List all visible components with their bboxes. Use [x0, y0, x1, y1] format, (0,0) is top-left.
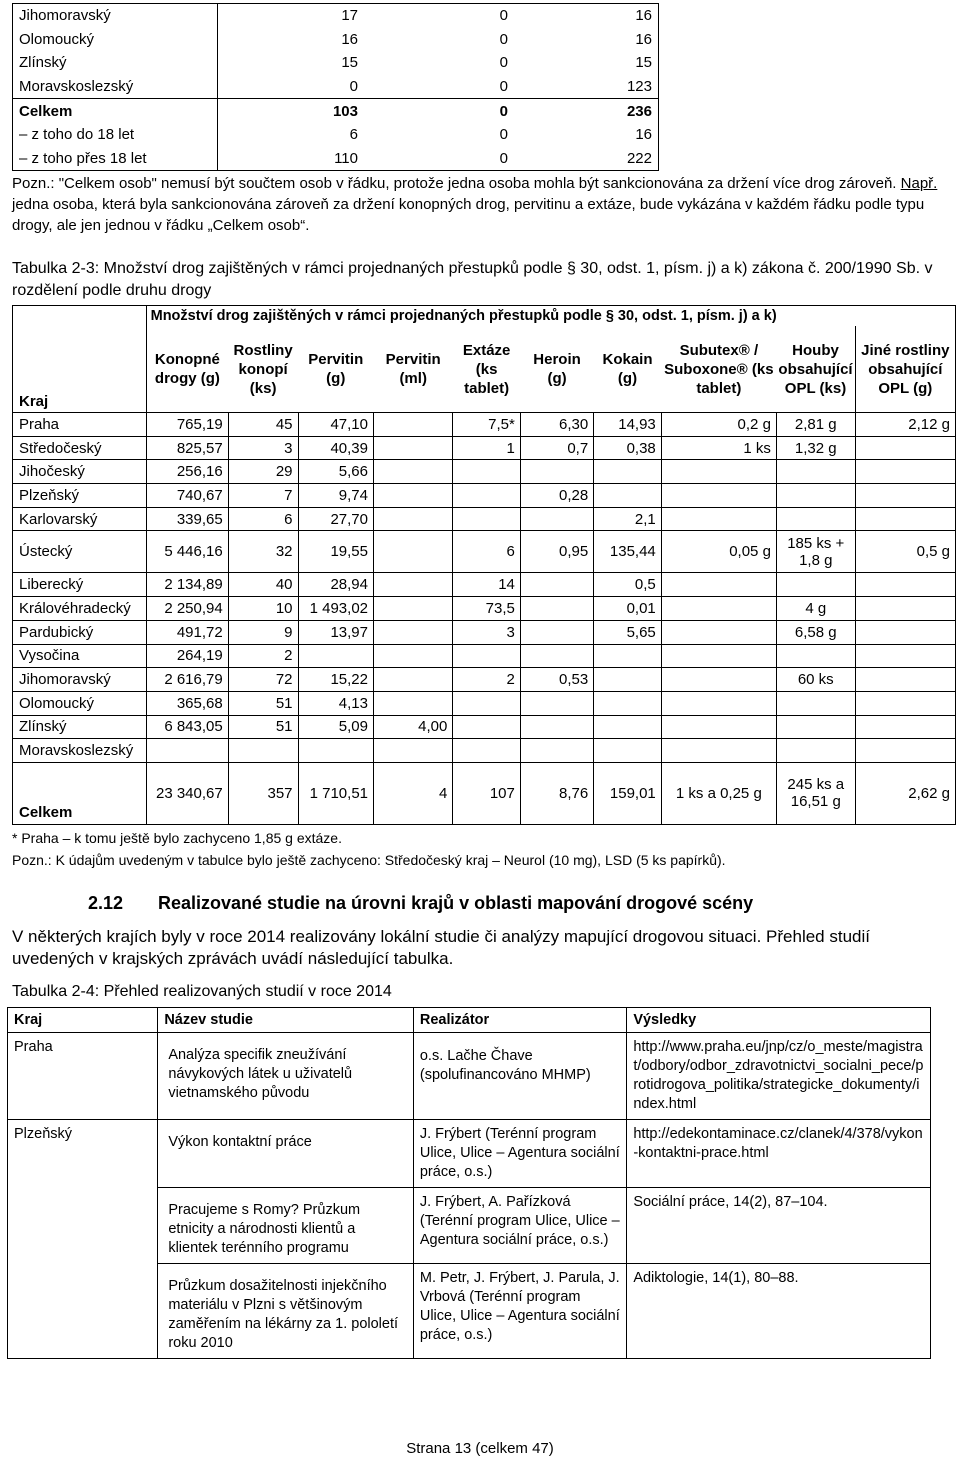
value-cell [776, 573, 855, 597]
value-cell [374, 644, 453, 668]
value-cell: 5 446,16 [146, 531, 228, 573]
studies-header-row [8, 1008, 931, 1033]
value-cell: 6 [349, 126, 358, 144]
value-cell: 0 [362, 4, 512, 28]
column-header: Pervitin (ml) [374, 326, 453, 413]
table-row [13, 597, 956, 621]
section-intro: V některých krajích byly v roce 2014 realizovány lokální studie či analýzy mapující drogovou situaci. Přehled studií uvedených v krajských zprávách uvádí následující tabulka. [12, 927, 870, 968]
table-row [13, 4, 659, 28]
value-cell [776, 484, 855, 508]
value-cell: 1 [453, 436, 521, 460]
value-cell: 0 [362, 99, 512, 123]
value-cell [594, 715, 662, 739]
study-realizator: J. Frýbert, A. Pařízková (Terénní program Ulice, Ulice – Agentura sociální práce, o.s.) [413, 1188, 626, 1264]
note-example-prefix: Např. [900, 175, 938, 192]
column-header: Název studie [158, 1008, 414, 1033]
value-cell [374, 739, 453, 763]
column-header: Rostliny konopí (ks) [228, 326, 298, 413]
value-cell: 10 [228, 597, 298, 621]
value-cell: 339,65 [146, 507, 228, 531]
study-results: Adiktologie, 14(1), 80–88. [627, 1264, 931, 1359]
column-header: Extáze (ks tablet) [453, 326, 521, 413]
value-cell: 6,58 g [776, 620, 855, 644]
region-name: Jihočeský [13, 460, 147, 484]
value-cell [146, 739, 228, 763]
value-cell: 2,81 g [776, 413, 855, 437]
value-cell: 47,10 [298, 413, 373, 437]
region-name: – z toho do 18 let [13, 123, 218, 147]
value-cell: 5,66 [298, 460, 373, 484]
value-cell [661, 460, 776, 484]
value-cell: 28,94 [298, 573, 373, 597]
study-row [8, 1120, 931, 1188]
value-cell [374, 460, 453, 484]
value-cell: 0,01 [594, 597, 662, 621]
kraj-header-label: Kraj [19, 393, 49, 410]
value-cell [520, 507, 593, 531]
value-cell [855, 668, 955, 692]
table-row [13, 436, 956, 460]
column-header-row [13, 326, 956, 413]
value-cell: 0,2 g [661, 413, 776, 437]
value-cell [855, 715, 955, 739]
value-cell: 17 [218, 4, 363, 28]
value-cell [520, 460, 593, 484]
study-name-text: Analýza specifik zneužívání návykových látek u uživatelů vietnamského původu [168, 1047, 353, 1101]
value-cell: 19,55 [298, 531, 373, 573]
value-cell: 0 [499, 78, 508, 96]
value-cell [374, 531, 453, 573]
value-cell: 0 [499, 126, 508, 144]
region-name: Královéhradecký [13, 597, 147, 621]
section-heading [88, 893, 753, 914]
value-cell: 365,68 [146, 691, 228, 715]
value-cell: 8,76 [520, 762, 593, 824]
value-cell [453, 484, 521, 508]
value-cell: 7 [228, 484, 298, 508]
region-name: Plzeňský [13, 484, 147, 508]
region-name: Olomoucký [13, 28, 218, 52]
value-cell [298, 739, 373, 763]
value-cell [661, 715, 776, 739]
study-realizator: o.s. Lačhe Čhave (spolufinancováno MHMP) [413, 1033, 626, 1120]
value-cell: 110 [218, 147, 363, 171]
value-cell: 135,44 [594, 531, 662, 573]
value-cell [855, 507, 955, 531]
value-cell: 491,72 [146, 620, 228, 644]
value-cell: 256,16 [146, 460, 228, 484]
table-2-3-note: Pozn.: K údajům uvedeným v tabulce bylo ještě zachyceno: Středočeský kraj – Neurol (10 mg), LSD (5 ks papírků). [12, 852, 726, 868]
value-cell: 2,1 [594, 507, 662, 531]
value-cell [374, 620, 453, 644]
value-cell [520, 715, 593, 739]
value-cell: 765,19 [146, 413, 228, 437]
column-header: Jiné rostliny obsahující OPL (g) [855, 326, 955, 413]
column-header: Konopné drogy (g) [146, 326, 228, 413]
value-cell: 1 493,02 [298, 597, 373, 621]
column-header: Výsledky [627, 1008, 931, 1033]
value-cell: 264,19 [146, 644, 228, 668]
value-cell: 16 [512, 123, 659, 147]
value-cell [374, 668, 453, 692]
study-results: http://www.praha.eu/jnp/cz/o_meste/magistrat/odbory/odbor_zdravotnictvi_socialni_pece/protidrogova_politika/strategicke_dokumenty/index.html [627, 1033, 931, 1120]
value-cell [594, 484, 662, 508]
studies-table [7, 1007, 931, 1359]
value-cell [228, 739, 298, 763]
table-row [13, 668, 956, 692]
value-cell: 27,70 [298, 507, 373, 531]
value-cell: 740,67 [146, 484, 228, 508]
section-number: 2.12 [88, 893, 124, 913]
value-cell: 3 [453, 620, 521, 644]
table-2-4-caption: Tabulka 2-4: Přehled realizovaných studií v roce 2014 [12, 983, 392, 1000]
value-cell [374, 573, 453, 597]
value-cell [661, 644, 776, 668]
value-cell [661, 620, 776, 644]
table-row [13, 413, 956, 437]
region-name: Liberecký [13, 573, 147, 597]
study-name [158, 1188, 414, 1264]
value-cell: 1 ks [661, 436, 776, 460]
value-cell: 236 [512, 99, 659, 123]
value-cell: 4,00 [374, 715, 453, 739]
region-name: Středočeský [13, 436, 147, 460]
value-cell: 5,65 [594, 620, 662, 644]
study-realizator: M. Petr, J. Frýbert, J. Parula, J. Vrbová (Terénní program Ulice, Ulice – Agentura sociální práce, o.s.) [413, 1264, 626, 1359]
region-name: Olomoucký [13, 691, 147, 715]
value-cell: 0,5 g [855, 531, 955, 573]
region-name: Zlínský [13, 51, 218, 75]
region-name: Celkem [13, 762, 147, 824]
table-row [13, 28, 659, 52]
table-row [13, 460, 956, 484]
value-cell: 40,39 [298, 436, 373, 460]
value-cell [776, 644, 855, 668]
region-name: Jihomoravský [13, 4, 218, 28]
value-cell: 13,97 [298, 620, 373, 644]
value-cell [776, 715, 855, 739]
value-cell: 0,5 [594, 573, 662, 597]
study-name [158, 1033, 414, 1120]
region-name: Praha [13, 413, 147, 437]
region-name: Ústecký [13, 531, 147, 573]
region-name: Plzeňský [8, 1120, 158, 1359]
table-row [13, 99, 659, 123]
value-cell: 0 [499, 54, 508, 72]
value-cell [855, 484, 955, 508]
region-name: Vysočina [13, 644, 147, 668]
value-cell: 0,05 g [661, 531, 776, 573]
value-cell [776, 691, 855, 715]
value-cell: 2,12 g [855, 413, 955, 437]
value-cell [776, 460, 855, 484]
value-cell: 6 [228, 507, 298, 531]
value-cell [520, 644, 593, 668]
value-cell: 4 g [776, 597, 855, 621]
value-cell: 60 ks [776, 668, 855, 692]
table-row [13, 147, 659, 171]
table-row [13, 573, 956, 597]
value-cell [298, 644, 373, 668]
table-row [13, 644, 956, 668]
regional-persons-table [12, 3, 659, 171]
study-name [158, 1120, 414, 1188]
value-cell: 4,13 [298, 691, 373, 715]
study-results: http://edekontaminace.cz/clanek/4/378/vykon-kontaktni-prace.html [627, 1120, 931, 1188]
value-cell: 159,01 [594, 762, 662, 824]
value-cell: 123 [512, 75, 659, 99]
value-cell: 0,38 [594, 436, 662, 460]
value-cell: 40 [228, 573, 298, 597]
value-cell: 2 616,79 [146, 668, 228, 692]
value-cell: 185 ks + 1,8 g [776, 531, 855, 573]
value-cell [594, 691, 662, 715]
value-cell [661, 668, 776, 692]
value-cell [661, 597, 776, 621]
value-cell [374, 413, 453, 437]
value-cell [661, 573, 776, 597]
study-results: Sociální práce, 14(2), 87–104. [627, 1188, 931, 1264]
value-cell [520, 620, 593, 644]
table-row [13, 484, 956, 508]
table-row [13, 715, 956, 739]
span-header-row [13, 306, 956, 327]
column-header: Heroin (g) [520, 326, 593, 413]
value-cell: 1,32 g [776, 436, 855, 460]
value-cell: 14 [453, 573, 521, 597]
value-cell: 73,5 [453, 597, 521, 621]
value-cell: 245 ks a 16,51 g [776, 762, 855, 824]
region-name: Jihomoravský [13, 668, 147, 692]
column-header: Realizátor [413, 1008, 626, 1033]
value-cell: 6 [453, 531, 521, 573]
value-cell: 6,30 [520, 413, 593, 437]
value-cell: 222 [512, 147, 659, 171]
study-row [8, 1033, 931, 1120]
region-name: Karlovarský [13, 507, 147, 531]
value-cell: 357 [228, 762, 298, 824]
value-cell: 0,7 [520, 436, 593, 460]
value-cell: 15 [512, 51, 659, 75]
study-name [158, 1264, 414, 1359]
table-row [13, 123, 659, 147]
value-cell: 15 [341, 54, 358, 72]
region-name: Moravskoslezský [13, 75, 218, 99]
value-cell [374, 436, 453, 460]
region-name: Moravskoslezský [13, 739, 147, 763]
value-cell: 16 [341, 30, 358, 48]
study-realizator: J. Frýbert (Terénní program Ulice, Ulice – Agentura sociální práce, o.s.) [413, 1120, 626, 1188]
value-cell: 72 [228, 668, 298, 692]
value-cell [855, 436, 955, 460]
value-cell: 5,09 [298, 715, 373, 739]
value-cell [453, 460, 521, 484]
region-name: Praha [8, 1033, 158, 1120]
value-cell: 45 [228, 413, 298, 437]
quantity-span-header: Množství drog zajištěných v rámci projednaných přestupků podle § 30, odst. 1, písm. j) a k) [146, 306, 955, 327]
value-cell [453, 739, 521, 763]
region-name: – z toho přes 18 let [13, 147, 218, 171]
table-2-3-caption: Tabulka 2-3: Množství drog zajištěných v rámci projednaných přestupků podle § 30, odst. 1, písm. j) a k) zákona č. 200/1990 Sb. v rozdělení podle druhu drogy [12, 260, 933, 299]
value-cell: 51 [228, 691, 298, 715]
region-name: Celkem [13, 99, 218, 123]
value-cell: 9 [228, 620, 298, 644]
value-cell [855, 644, 955, 668]
value-cell: 2 [453, 668, 521, 692]
value-cell [661, 484, 776, 508]
table-row [13, 739, 956, 763]
value-cell [661, 507, 776, 531]
value-cell [855, 460, 955, 484]
table-row [13, 620, 956, 644]
value-cell: 103 [218, 99, 363, 123]
value-cell [374, 691, 453, 715]
value-cell: 14,93 [594, 413, 662, 437]
value-cell: 0 [349, 78, 358, 96]
value-cell: 107 [453, 762, 521, 824]
study-name-text: Průzkum dosažitelnosti injekčního materiálu v Plzni s většinovým zaměřením na lékárny za 1. pololetí roku 2010 [168, 1278, 399, 1351]
value-cell [594, 460, 662, 484]
value-cell: 29 [228, 460, 298, 484]
value-cell: 0,53 [520, 668, 593, 692]
value-cell [453, 644, 521, 668]
drug-quantities-table [12, 305, 956, 825]
table-row [13, 51, 659, 75]
study-name-text: Výkon kontaktní práce [168, 1134, 312, 1150]
value-cell [374, 597, 453, 621]
column-header: Kraj [8, 1008, 158, 1033]
value-cell: 7,5* [453, 413, 521, 437]
table-row [13, 75, 659, 99]
study-name-text: Pracujeme s Romy? Průzkum etnicity a národnosti klientů a klientek terénního programu [168, 1202, 361, 1256]
kraj-header [13, 306, 147, 413]
value-cell [855, 573, 955, 597]
value-cell: 3 [228, 436, 298, 460]
region-name: Zlínský [13, 715, 147, 739]
value-cell [776, 739, 855, 763]
value-cell [855, 597, 955, 621]
value-cell [855, 691, 955, 715]
value-cell [374, 507, 453, 531]
value-cell: 32 [228, 531, 298, 573]
value-cell [520, 573, 593, 597]
value-cell [661, 739, 776, 763]
value-cell: 16 [512, 28, 659, 52]
value-cell [520, 597, 593, 621]
value-cell: 1 ks a 0,25 g [661, 762, 776, 824]
value-cell: 0,95 [520, 531, 593, 573]
value-cell: 2 250,94 [146, 597, 228, 621]
value-cell: 825,57 [146, 436, 228, 460]
column-header: Kokain (g) [594, 326, 662, 413]
value-cell: 2 [228, 644, 298, 668]
page-footer: Strana 13 (celkem 47) [406, 1440, 554, 1457]
notes-block [12, 173, 942, 236]
note-example-text: jedna osoba, která byla sankcionována zároveň za držení konopných drog, pervitinu a extáze, bude vykázána v každém řádku podle typu drogy, ale jen jednou v řádku „Celkem osob“. [12, 196, 925, 234]
value-cell: 6 843,05 [146, 715, 228, 739]
value-cell: 2 134,89 [146, 573, 228, 597]
column-header: Subutex® / Suboxone® (ks tablet) [661, 326, 776, 413]
value-cell: 1 710,51 [298, 762, 373, 824]
value-cell [594, 668, 662, 692]
value-cell: 0 [499, 30, 508, 48]
column-header: Houby obsahující OPL (ks) [776, 326, 855, 413]
value-cell [520, 739, 593, 763]
value-cell [855, 620, 955, 644]
value-cell [453, 691, 521, 715]
note-celkem-osob-text: Pozn.: "Celkem osob" nemusí být součtem osob v řádku, protože jedna osoba mohla být sankcionována za držení více drog zároveň. [12, 175, 897, 192]
value-cell: 0,28 [520, 484, 593, 508]
table-row [13, 531, 956, 573]
value-cell: 0 [362, 147, 512, 171]
value-cell: 16 [512, 4, 659, 28]
total-row [13, 762, 956, 824]
value-cell [520, 691, 593, 715]
value-cell: 9,74 [298, 484, 373, 508]
value-cell [594, 739, 662, 763]
value-cell [594, 644, 662, 668]
value-cell: 4 [374, 762, 453, 824]
region-name: Pardubický [13, 620, 147, 644]
value-cell [374, 484, 453, 508]
value-cell [855, 739, 955, 763]
value-cell [661, 691, 776, 715]
value-cell: 15,22 [298, 668, 373, 692]
section-title: Realizované studie na úrovni krajů v oblasti mapování drogové scény [158, 893, 754, 913]
table-row [13, 691, 956, 715]
value-cell: 51 [228, 715, 298, 739]
value-cell: 2,62 g [855, 762, 955, 824]
value-cell [776, 507, 855, 531]
table-row [13, 507, 956, 531]
value-cell [453, 507, 521, 531]
value-cell [453, 715, 521, 739]
column-header: Pervitin (g) [298, 326, 373, 413]
value-cell: 23 340,67 [146, 762, 228, 824]
table-2-3-footnote: * Praha – k tomu ještě bylo zachyceno 1,85 g extáze. [12, 830, 342, 846]
